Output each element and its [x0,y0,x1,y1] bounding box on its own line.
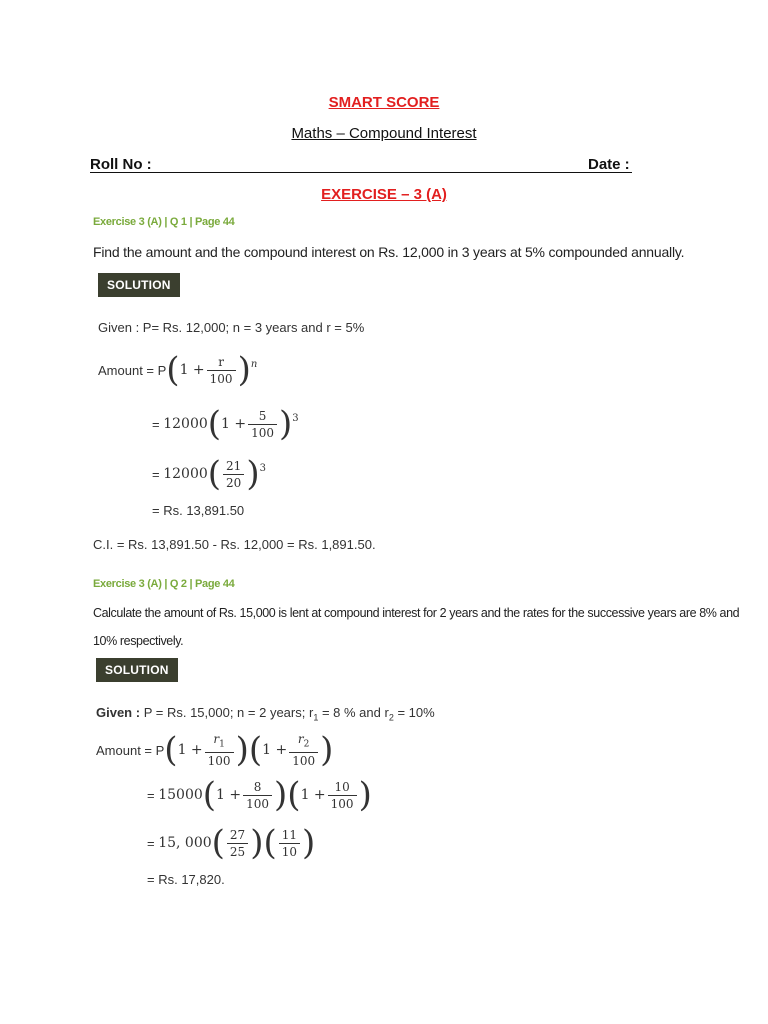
q2-formula-row: Amount = P ( 1 + $\frac{r_1}{100}$ ) ( 1 + $\frac{r_2}{100}$ ) [96,730,334,770]
q2-r1: $r_1$ [308,705,319,723]
q1-question: Find the amount and the compound interest on Rs. 12,000 in 3 years at 5% compounded annually. [93,244,685,260]
date-label: Date : [588,156,630,173]
q2-result: = Rs. 17,820. [147,872,225,887]
header-rule [90,172,632,173]
q1-step2-row: = 12000 ( $\frac{21}{20}$ ) 3 [152,454,266,494]
q2-reference: Exercise 3 (A) | Q 2 | Page 44 [93,578,235,590]
q2-fraction-11-10: $\frac{11}{10}$ [279,827,300,860]
q2-r2: $r_2$ [384,705,394,723]
q1-fraction-r: $\frac{r}{100}$ [207,354,236,387]
brand-title: SMART SCORE [328,94,440,111]
q2-fraction-r2: $\frac{r_2}{100}$ [289,731,318,769]
q2-fraction-8: $\frac{8}{100}$ [243,779,272,812]
q2-amount-label: Amount = P [96,742,165,758]
roll-no-label: Roll No : [90,156,152,173]
q2-question-line2: 10% respectively. [93,634,184,648]
q2-fraction-10: $\frac{10}{100}$ [328,779,357,812]
q2-fraction-r1: $\frac{r_1}{100}$ [205,731,234,769]
exercise-heading: EXERCISE – 3 (A) [321,186,447,203]
q1-amount-label: Amount = P [98,362,167,378]
q2-step1-row: = 15000 ( 1 + $\frac{8}{100}$ ) ( 1 + $\frac{10}{100}$ ) [147,775,372,815]
q1-formula-row: Amount = P ( 1 + $\frac{r}{100}$ ) n [98,350,258,390]
q1-fraction-5: $\frac{5}{100}$ [248,408,277,441]
q2-given: Given : P = Rs. 15,000; n = 2 years; $r_1 = 8$ % and $r_2 = 10\%$ [96,705,435,723]
q2-fraction-27-25: $\frac{27}{25}$ [227,827,248,860]
subject-title: Maths – Compound Interest [291,125,477,142]
q1-solution-button[interactable]: SOLUTION [98,273,180,297]
q1-step1-row: = 12000 ( 1 + $\frac{5}{100}$ ) 3 [152,404,299,444]
q2-solution-button[interactable]: SOLUTION [96,658,178,682]
q2-question-line1: Calculate the amount of Rs. 15,000 is lent at compound interest for 2 years and the rates for the successive years are 8% and [93,606,740,620]
q1-reference: Exercise 3 (A) | Q 1 | Page 44 [93,216,235,228]
q2-step2-row: = 15, 000 ( $\frac{27}{25}$ ) ( $\frac{11}{10}$ ) [147,823,316,863]
q1-fraction-21-20: $\frac{21}{20}$ [223,458,244,491]
q1-compound-interest: C.I. = Rs. 13,891.50 - Rs. 12,000 = Rs. 1,891.50. [93,537,376,552]
q1-given: Given : P= Rs. 12,000; n = 3 years and r = 5% [98,320,365,335]
q1-result: = Rs. 13,891.50 [152,503,245,518]
